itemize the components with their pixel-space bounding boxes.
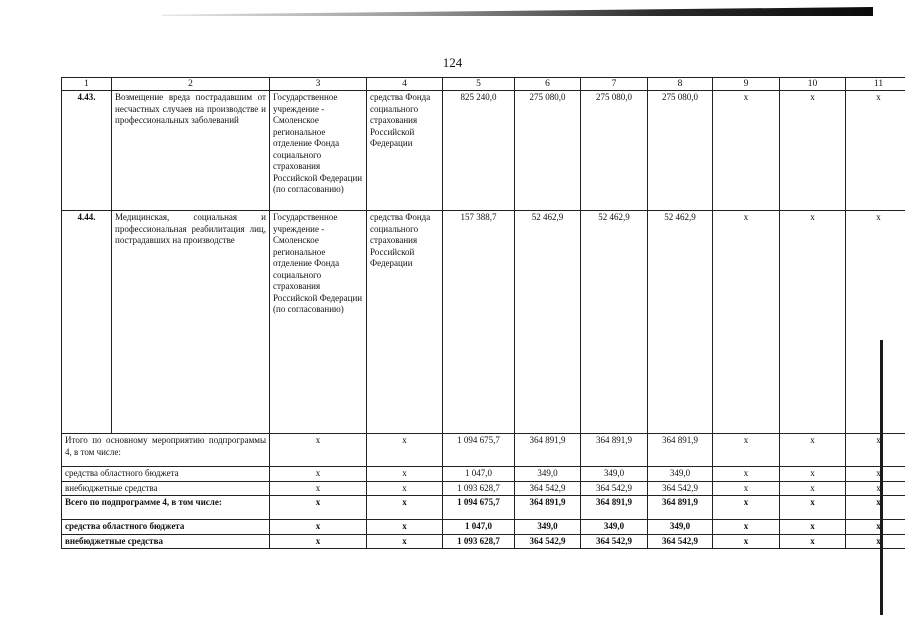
value-cell: х xyxy=(270,434,367,467)
value-cell: х xyxy=(367,467,443,482)
value-cell: х xyxy=(846,91,905,211)
value-cell: х xyxy=(846,496,905,520)
value-cell: 364 542,9 xyxy=(515,481,581,496)
value-cell: х xyxy=(713,496,780,520)
measure-name: Возмещение вреда пострадавшим от несчастных случаев на производстве и профессиональных заболеваний xyxy=(112,91,270,211)
value-cell: 157 388,7 xyxy=(443,211,515,434)
value-cell: х xyxy=(713,211,780,434)
column-header: 11 xyxy=(846,78,905,91)
value-cell: 364 542,9 xyxy=(648,534,713,549)
value-cell: 349,0 xyxy=(581,520,648,535)
value-cell: х xyxy=(270,481,367,496)
total-label: Итого по основному мероприятию подпрограммы 4, в том числе: xyxy=(62,434,270,467)
total-row xyxy=(62,481,905,496)
value-cell: х xyxy=(780,91,846,211)
value-cell: х xyxy=(713,91,780,211)
grand-total-row xyxy=(62,520,905,535)
value-cell: 52 462,9 xyxy=(648,211,713,434)
measure-name: Медицинская, социальная и профессиональная реабилитация лиц, пострадавших на производстве xyxy=(112,211,270,434)
value-cell: х xyxy=(367,434,443,467)
value-cell: 275 080,0 xyxy=(515,91,581,211)
value-cell: х xyxy=(846,481,905,496)
executor: Государственное учреждение - Смоленское региональное отделение Фонда социального страхования Российской Федерации (по согласованию) xyxy=(270,91,367,211)
funding-source: средства Фонда социального страхования Российской Федерации xyxy=(367,211,443,434)
value-cell: 364 542,9 xyxy=(515,534,581,549)
value-cell: х xyxy=(713,434,780,467)
value-cell: 1 093 628,7 xyxy=(443,534,515,549)
value-cell: 364 542,9 xyxy=(581,534,648,549)
value-cell: х xyxy=(780,520,846,535)
value-cell: х xyxy=(846,520,905,535)
value-cell: 275 080,0 xyxy=(581,91,648,211)
value-cell: х xyxy=(713,481,780,496)
value-cell: х xyxy=(270,467,367,482)
value-cell: х xyxy=(367,534,443,549)
executor: Государственное учреждение - Смоленское региональное отделение Фонда социального страхования Российской Федерации (по согласованию) xyxy=(270,211,367,434)
value-cell: 364 891,9 xyxy=(581,496,648,520)
column-header: 4 xyxy=(367,78,443,91)
value-cell: х xyxy=(713,467,780,482)
value-cell: х xyxy=(367,496,443,520)
column-header: 3 xyxy=(270,78,367,91)
total-label: внебюджетные средства xyxy=(62,534,270,549)
value-cell: х xyxy=(270,496,367,520)
value-cell: х xyxy=(780,467,846,482)
value-cell: х xyxy=(270,534,367,549)
total-label: средства областного бюджета xyxy=(62,467,270,482)
table-row xyxy=(62,211,905,434)
value-cell: 52 462,9 xyxy=(515,211,581,434)
value-cell: 349,0 xyxy=(515,467,581,482)
total-row xyxy=(62,467,905,482)
value-cell: х xyxy=(780,496,846,520)
value-cell: х xyxy=(846,434,905,467)
column-header: 9 xyxy=(713,78,780,91)
value-cell: 364 891,9 xyxy=(648,496,713,520)
value-cell: х xyxy=(846,534,905,549)
value-cell: 364 891,9 xyxy=(515,434,581,467)
value-cell: 1 047,0 xyxy=(443,520,515,535)
value-cell: х xyxy=(713,520,780,535)
column-header: 2 xyxy=(112,78,270,91)
value-cell: х xyxy=(780,534,846,549)
value-cell: 364 542,9 xyxy=(648,481,713,496)
value-cell: 1 093 628,7 xyxy=(443,481,515,496)
value-cell: х xyxy=(846,211,905,434)
value-cell: 349,0 xyxy=(515,520,581,535)
funding-source: средства Фонда социального страхования Российской Федерации xyxy=(367,91,443,211)
value-cell: х xyxy=(846,467,905,482)
value-cell: х xyxy=(713,534,780,549)
page-number: 124 xyxy=(442,55,463,70)
row-number: 4.43. xyxy=(62,91,112,211)
value-cell: 364 891,9 xyxy=(581,434,648,467)
total-label: внебюджетные средства xyxy=(62,481,270,496)
grand-total-row xyxy=(62,496,905,520)
value-cell: 349,0 xyxy=(648,520,713,535)
program-table xyxy=(61,77,905,549)
column-header: 1 xyxy=(62,78,112,91)
column-header: 6 xyxy=(515,78,581,91)
value-cell: 349,0 xyxy=(648,467,713,482)
column-header: 10 xyxy=(780,78,846,91)
column-header: 5 xyxy=(443,78,515,91)
value-cell: 364 891,9 xyxy=(648,434,713,467)
column-header: 8 xyxy=(648,78,713,91)
grand-total-row xyxy=(62,534,905,549)
value-cell: 364 542,9 xyxy=(581,481,648,496)
value-cell: х xyxy=(367,481,443,496)
value-cell: 825 240,0 xyxy=(443,91,515,211)
value-cell: 364 891,9 xyxy=(515,496,581,520)
value-cell: х xyxy=(270,520,367,535)
value-cell: х xyxy=(780,434,846,467)
value-cell: 1 047,0 xyxy=(443,467,515,482)
value-cell: 1 094 675,7 xyxy=(443,434,515,467)
value-cell: 275 080,0 xyxy=(648,91,713,211)
value-cell: х xyxy=(780,481,846,496)
top-rule xyxy=(162,7,873,16)
total-label: Всего по подпрограмме 4, в том числе: xyxy=(62,496,270,520)
value-cell: х xyxy=(367,520,443,535)
row-number: 4.44. xyxy=(62,211,112,434)
total-row xyxy=(62,434,905,467)
value-cell: 349,0 xyxy=(581,467,648,482)
column-number-row xyxy=(62,78,905,91)
table-row xyxy=(62,91,905,211)
value-cell: 1 094 675,7 xyxy=(443,496,515,520)
value-cell: х xyxy=(780,211,846,434)
total-label: средства областного бюджета xyxy=(62,520,270,535)
value-cell: 52 462,9 xyxy=(581,211,648,434)
column-header: 7 xyxy=(581,78,648,91)
